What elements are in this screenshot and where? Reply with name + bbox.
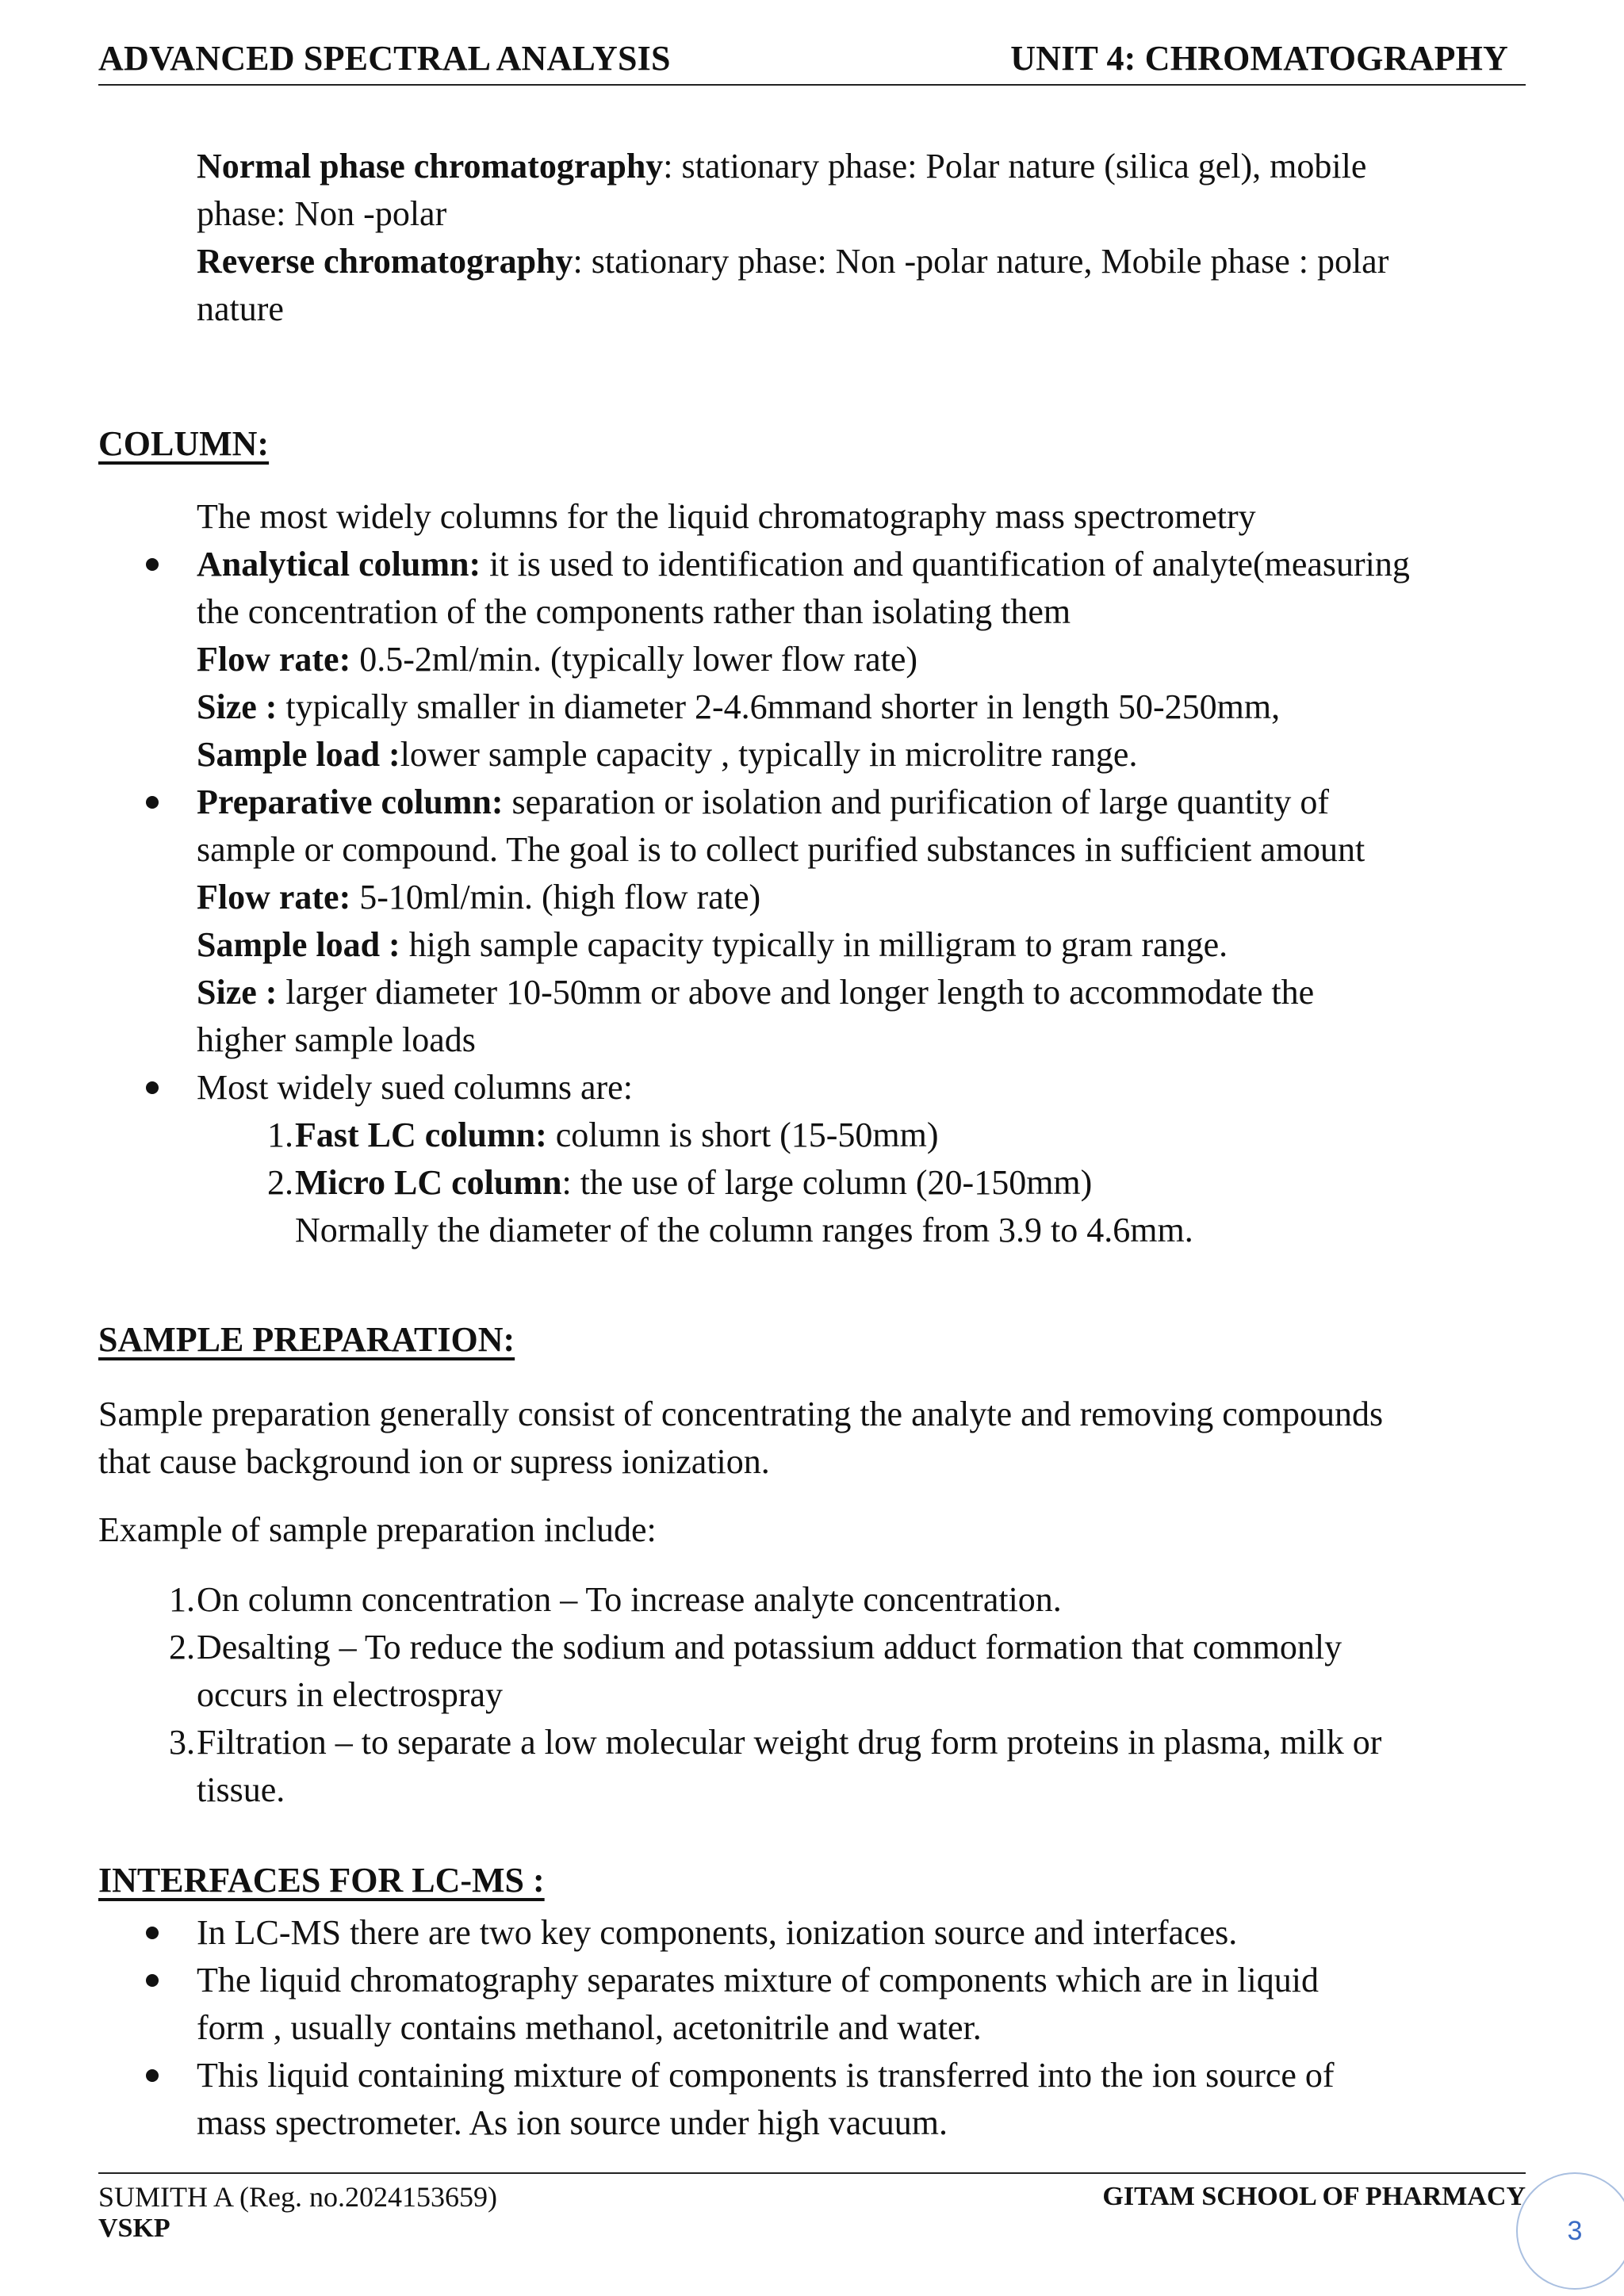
column-lead-text: The most widely columns for the liquid chromatography mass spectrometry (197, 497, 1256, 536)
interfaces-3-text: This liquid containing mixture of components is transferred into the ion source of (197, 2056, 1335, 2095)
preparative-load-label: Sample load : (197, 925, 400, 964)
interfaces-2-text-2: form , usually contains methanol, acetonitrile and water. (197, 2008, 982, 2047)
sample-prep-para-line-2: that cause background ion or supress ionization. (98, 1442, 770, 1481)
fast-lc-text: column is short (15-50mm) (546, 1115, 939, 1154)
preparative-flow-text: 5-10ml/min. (high flow rate) (350, 878, 761, 916)
sample-prep-2-text-2: occurs in electrospray (197, 1675, 504, 1714)
analytical-size-label: Size : (197, 687, 278, 726)
reverse-phase-line-1 (197, 238, 1529, 285)
bullet-dot (146, 1974, 159, 1987)
reverse-phase-text: : stationary phase: Non -polar nature, Mobile phase : polar (573, 242, 1389, 281)
sample-prep-3-text: Filtration – to separate a low molecular weight drug form proteins in plasma, milk or (197, 1723, 1382, 1762)
micro-lc-text: : the use of large column (20-150mm) (561, 1163, 1093, 1202)
column-lead (197, 493, 1529, 541)
micro-lc-content (295, 1159, 1624, 1254)
preparative-column-content (197, 779, 1529, 1064)
analytical-size-text: typically smaller in diameter 2-4.6mmand shorter in length 50-250mm, (277, 687, 1281, 726)
interfaces-2-text: The liquid chromatography separates mixture of components which are in liquid (197, 1961, 1319, 1999)
reverse-phase-line-2: nature (197, 289, 284, 328)
header-course-title: ADVANCED SPECTRAL ANALYSIS (98, 39, 671, 78)
interfaces-3-text-2: mass spectrometer. As ion source under high vacuum. (197, 2103, 948, 2142)
example-lead-text: Example of sample preparation include: (98, 1510, 657, 1549)
preparative-flow-label: Flow rate: (197, 878, 351, 916)
bullet-dot (146, 796, 159, 809)
list-number: 2. (267, 1163, 293, 1202)
sample-prep-2-content (197, 1624, 1545, 1719)
bullet-dot (146, 2069, 159, 2082)
sample-prep-1-text: On column concentration – To increase analyte concentration. (197, 1580, 1062, 1619)
interfaces-1-content (197, 1909, 1529, 1957)
normal-phase-line-2: phase: Non -polar (197, 194, 447, 233)
page-number: 3 (1567, 2215, 1583, 2246)
list-number: 3. (169, 1723, 195, 1762)
analytical-label: Analytical column: (197, 545, 481, 584)
sample-prep-3-content (197, 1719, 1545, 1814)
normal-phase-label: Normal phase chromatography (197, 147, 664, 186)
header-unit-title: UNIT 4: CHROMATOGRAPHY (1010, 39, 1508, 78)
preparative-load-text: high sample capacity typically in milligram to gram range. (400, 925, 1228, 964)
analytical-column-content (197, 541, 1529, 779)
footer-school: GITAM SCHOOL OF PHARMACY (1102, 2182, 1526, 2211)
bullet-dot (146, 558, 159, 571)
analytical-flow-label: Flow rate: (197, 640, 351, 679)
most-used-content (197, 1064, 1529, 1112)
bullet-dot (146, 1081, 159, 1094)
bullet-dot (146, 1927, 159, 1939)
reverse-phase-label: Reverse chromatography (197, 242, 573, 281)
sample-prep-paragraph (98, 1391, 1542, 1486)
preparative-size-text: larger diameter 10-50mm or above and longer length to accommodate the (277, 973, 1315, 1012)
sample-prep-2-text: Desalting – To reduce the sodium and potassium adduct formation that commonly (197, 1628, 1342, 1667)
analytical-load-label: Sample load : (197, 735, 400, 774)
list-number: 1. (169, 1580, 195, 1619)
sample-prep-1-content (197, 1576, 1545, 1624)
page-header (98, 35, 1526, 86)
list-number: 2. (169, 1628, 195, 1667)
normal-phase-text: : stationary phase: Polar nature (silica gel), mobile (663, 147, 1367, 186)
footer-author: SUMITH A (Reg. no.2024153659) (98, 2181, 497, 2213)
chromatography-types (197, 143, 1529, 333)
column-heading: COLUMN: (98, 424, 270, 463)
analytical-flow-text: 0.5-2ml/min. (typically lower flow rate) (350, 640, 918, 679)
preparative-label: Preparative column: (197, 783, 504, 821)
preparative-size-text-2: higher sample loads (197, 1020, 476, 1059)
footer-city: VSKP (98, 2214, 170, 2243)
analytical-load-text: lower sample capacity , typically in microlitre range. (400, 735, 1138, 774)
preparative-size-label: Size : (197, 973, 278, 1012)
preparative-text-2: sample or compound. The goal is to collect purified substances in sufficient amount (197, 830, 1365, 869)
micro-lc-label: Micro LC column (295, 1163, 562, 1202)
fast-lc-label: Fast LC column: (295, 1115, 547, 1154)
sample-prep-para-line-1: Sample preparation generally consist of concentrating the analyte and removing compounds (98, 1395, 1384, 1433)
interfaces-3-content (197, 2052, 1529, 2147)
normal-phase-line-1 (197, 143, 1529, 190)
page-number-badge (1516, 2172, 1624, 2290)
interfaces-2-content (197, 1957, 1529, 2052)
sample-prep-3-text-2: tissue. (197, 1770, 285, 1809)
analytical-text-2: the concentration of the components rather than isolating them (197, 592, 1071, 631)
list-number: 1. (267, 1115, 293, 1154)
preparative-text: separation or isolation and purification of large quantity of (503, 783, 1330, 821)
interfaces-heading: INTERFACES FOR LC-MS : (98, 1861, 545, 1900)
interfaces-1-text: In LC-MS there are two key components, ionization source and interfaces. (197, 1913, 1238, 1952)
analytical-text: it is used to identification and quantification of analyte(measuring (481, 545, 1410, 584)
page-footer (98, 2172, 1526, 2269)
sample-preparation-heading: SAMPLE PREPARATION: (98, 1320, 515, 1359)
fast-lc-content (295, 1112, 1624, 1159)
example-lead (98, 1506, 1431, 1554)
diameter-note: Normally the diameter of the column ranges from 3.9 to 4.6mm. (295, 1211, 1193, 1249)
most-used-text: Most widely sued columns are: (197, 1068, 633, 1107)
